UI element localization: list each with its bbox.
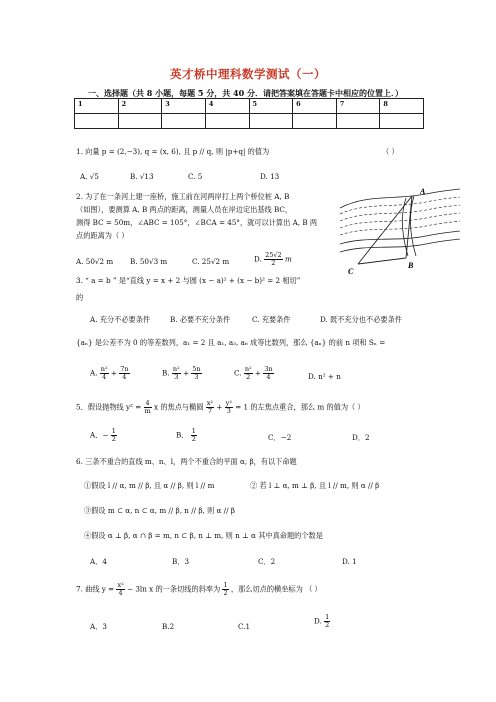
q7-option-a: A．3 xyxy=(90,622,107,631)
q5-f1d: m xyxy=(144,407,151,415)
river-bridge-figure xyxy=(336,186,462,276)
q4-c-label: C. xyxy=(234,368,242,378)
figure-label-a: A xyxy=(420,187,426,196)
q5-frac-2 xyxy=(206,400,214,415)
q4-a-n1: n² xyxy=(100,365,108,373)
q4-stem: {aₙ} 是公差不为 0 的等差数列，a₁ = 2 且 a₁, a₃, a₆ 成等比数列，那么 {aₙ} 的前 n 项和 Sₙ = xyxy=(76,338,386,347)
figure-label-c: C xyxy=(348,267,354,276)
q5-b-d: 2 xyxy=(191,435,196,443)
q3-option-c: C. 充要条件 xyxy=(252,315,291,324)
answer-col-6: 6 xyxy=(293,99,337,114)
q4-c-frac-1 xyxy=(244,366,253,381)
q6-option-a: A．4 xyxy=(90,557,107,566)
answer-cell-6[interactable] xyxy=(293,114,337,129)
q5-mid: x 的焦点与椭圆 xyxy=(154,402,204,412)
q5-f3d: 3 xyxy=(226,407,231,415)
q7-f2d: 2 xyxy=(223,589,228,597)
q2-option-d xyxy=(254,252,292,267)
q5-plus: + xyxy=(216,402,223,412)
answer-grid xyxy=(74,98,424,129)
answer-cell-8[interactable] xyxy=(380,114,424,129)
answer-cell-7[interactable] xyxy=(336,114,380,129)
q4-a-label: A. xyxy=(90,368,98,378)
q5-option-d: D．2 xyxy=(352,433,370,442)
q2-option-b: B. 50√3 m xyxy=(130,257,168,266)
q4-c-d2: 4 xyxy=(266,373,271,381)
q7-frac-2 xyxy=(222,582,228,597)
q4-b-n1: n² xyxy=(172,365,180,373)
q1-option-a: A. √5 xyxy=(80,172,99,181)
q4-a-frac-1 xyxy=(100,366,109,381)
q4-c-op: + xyxy=(254,368,261,378)
answer-col-4: 4 xyxy=(205,99,249,114)
q7-d-d: 2 xyxy=(325,621,330,629)
q2-option-d-unit: m xyxy=(284,254,292,264)
q5-b-label: B． xyxy=(176,430,189,440)
q3-line-1: 3. “ a = b ” 是“直线 y = x + 2 与圆 (x − a)² + (x − b)² = 2 相切” xyxy=(76,276,301,285)
q4-c-frac-2 xyxy=(263,366,273,381)
q7-frac-1 xyxy=(116,582,124,597)
q7-f1d: 4 xyxy=(118,589,123,597)
q2-option-d-num: 25√2 xyxy=(265,251,282,259)
q2-line-3: 测得 BC = 50m，∠ABC = 105°，∠BCA = 45°，就可以计算出 A, B 两 xyxy=(76,218,318,227)
q1-option-d: D. 13 xyxy=(260,172,280,181)
answer-col-5: 5 xyxy=(249,99,293,114)
q4-c-n2: 3n xyxy=(264,365,273,373)
answer-cell-3[interactable] xyxy=(162,114,206,129)
q4-d-value: n² + n xyxy=(318,372,341,381)
q6-prop-2: ② 若 l ⊥ α, m ⊥ β, 且 l // m, 则 α // β xyxy=(250,481,380,490)
answer-cell-1[interactable] xyxy=(75,114,119,129)
q7-option-c: C.1 xyxy=(238,622,251,631)
answer-header-row xyxy=(75,99,424,114)
answer-cell-5[interactable] xyxy=(249,114,293,129)
q5-stem xyxy=(76,400,365,415)
q4-option-b xyxy=(162,366,202,381)
q2-option-d-fraction xyxy=(264,252,283,267)
answer-col-8: 8 xyxy=(380,99,424,114)
answer-col-2: 2 xyxy=(118,99,162,114)
q6-prop-3: ③假设 m ⊂ α, n ⊂ α, m // β, n // β, 则 α // β xyxy=(84,506,235,515)
q5-f1n: 4 xyxy=(144,400,152,408)
q5-frac-1 xyxy=(144,400,152,415)
q6-stem: 6. 三条不重合的直线 m、n、l，两个不重合的平面 α, β，有以下命题 xyxy=(76,457,297,466)
page-title: 英才桥中理科数学测试（一） xyxy=(170,67,326,81)
q2-option-d-den: 2 xyxy=(271,259,276,267)
q1-option-b: B. √13 xyxy=(130,172,154,181)
answer-cell-4[interactable] xyxy=(205,114,249,129)
q7-pre: 7. 曲线 y = xyxy=(76,584,115,594)
q4-a-frac-2 xyxy=(119,366,129,381)
answer-col-7: 7 xyxy=(336,99,380,114)
q1-stem: 1. 向量 p = (2,−3), q = (x, 6), 且 p // q, 则 |p+q| 的值为 xyxy=(76,147,270,156)
answer-col-1: 1 xyxy=(75,99,119,114)
q2-line-4: 点的距离为（ ） xyxy=(76,231,129,240)
q5-b-frac xyxy=(191,428,197,443)
q6-prop-1: ①假设 l // α, m // β, 且 α // β, 则 l // m xyxy=(84,481,215,490)
q4-c-d1: 2 xyxy=(246,373,251,381)
q7-option-d xyxy=(314,614,330,629)
q2-option-d-label: D. xyxy=(254,254,262,264)
q5-a-d: 2 xyxy=(111,435,116,443)
q4-option-d xyxy=(308,372,341,381)
figure-label-b: B xyxy=(408,261,414,270)
q5-f3n: y² xyxy=(225,399,232,407)
q7-stem xyxy=(76,582,322,597)
q2-option-a: A. 50√2 m xyxy=(76,257,114,266)
q7-post: ，那么切点的横坐标为 （ ） xyxy=(230,584,322,594)
answer-blank-row[interactable] xyxy=(75,114,424,129)
q2-line-1: 2. 为了在一条河上建一座桥，施工前在河两岸打上两个桥位桩 A, B xyxy=(76,192,290,201)
q4-b-d2: 3 xyxy=(194,373,199,381)
q2-option-c: C. 25√2 m xyxy=(192,257,230,266)
q4-b-n2: 5n xyxy=(192,365,201,373)
q7-mid: − 3ln x 的一条切线的斜率为 xyxy=(127,584,221,594)
q3-option-d: D. 既不充分也不必要条件 xyxy=(320,315,402,324)
q7-option-b: B.2 xyxy=(162,622,175,631)
q6-option-d: D. 1 xyxy=(342,557,357,566)
q5-a-frac xyxy=(111,428,117,443)
q5-option-b xyxy=(176,428,197,443)
q1-paren: （ ） xyxy=(382,147,399,156)
q4-option-a xyxy=(90,366,130,381)
q6-option-b: B．3 xyxy=(172,557,190,566)
q3-option-a: A. 充分不必要条件 xyxy=(90,315,151,324)
q4-option-c xyxy=(234,366,274,381)
q4-d-label: D. xyxy=(308,372,316,381)
q4-c-n1: n² xyxy=(244,365,252,373)
q4-b-frac-1 xyxy=(172,366,181,381)
q5-a-n: 1 xyxy=(111,427,116,435)
q5-a-label: A．− xyxy=(90,430,109,440)
q6-prop-4: ④假设 α ⊥ β, α ∩ β = m, n ⊂ β, n ⊥ m, 则 n ⊥ α 其中真命题的个数是 xyxy=(84,531,323,540)
q4-a-op: + xyxy=(110,368,117,378)
q5-option-a xyxy=(90,428,117,443)
answer-col-3: 3 xyxy=(162,99,206,114)
answer-cell-2[interactable] xyxy=(118,114,162,129)
q5-post: = 1 的左焦点重合，那么 m 的值为（ ） xyxy=(235,402,365,412)
q4-a-n2: 7n xyxy=(120,365,129,373)
section-heading: 一、选择题（共 8 小题，每题 5 分，共 40 分．请把答案填在答题卡中相应的位置上．） xyxy=(88,88,403,98)
q7-d-frac xyxy=(324,614,330,629)
q4-a-d2: 4 xyxy=(122,373,127,381)
q7-f2n: 1 xyxy=(223,581,228,589)
q5-frac-3 xyxy=(225,400,233,415)
q5-f2d: 7 xyxy=(207,407,212,415)
q3-line-2: 的 xyxy=(76,293,84,302)
q3-option-b: B. 必要不充分条件 xyxy=(170,315,231,324)
q6-option-c: C．2 xyxy=(258,557,276,566)
q7-f1n: x² xyxy=(117,581,124,589)
q5-b-n: 1 xyxy=(191,427,196,435)
q5-pre: 5．假设抛物线 y² = xyxy=(76,402,142,412)
q4-b-op: + xyxy=(182,368,189,378)
q4-b-label: B. xyxy=(162,368,170,378)
q4-b-frac-2 xyxy=(191,366,201,381)
q2-line-2: （如图），要测算 A, B 两点的距离，测量人员在岸边定出基线 BC， xyxy=(76,205,293,214)
q4-a-d1: 4 xyxy=(102,373,107,381)
q5-option-c: C．−2 xyxy=(268,433,292,442)
q7-d-n: 1 xyxy=(325,613,330,621)
q4-b-d1: 3 xyxy=(174,373,179,381)
q1-option-c: C. 5 xyxy=(188,172,203,181)
q5-f2n: x² xyxy=(206,399,214,407)
q7-d-label: D. xyxy=(314,616,322,626)
